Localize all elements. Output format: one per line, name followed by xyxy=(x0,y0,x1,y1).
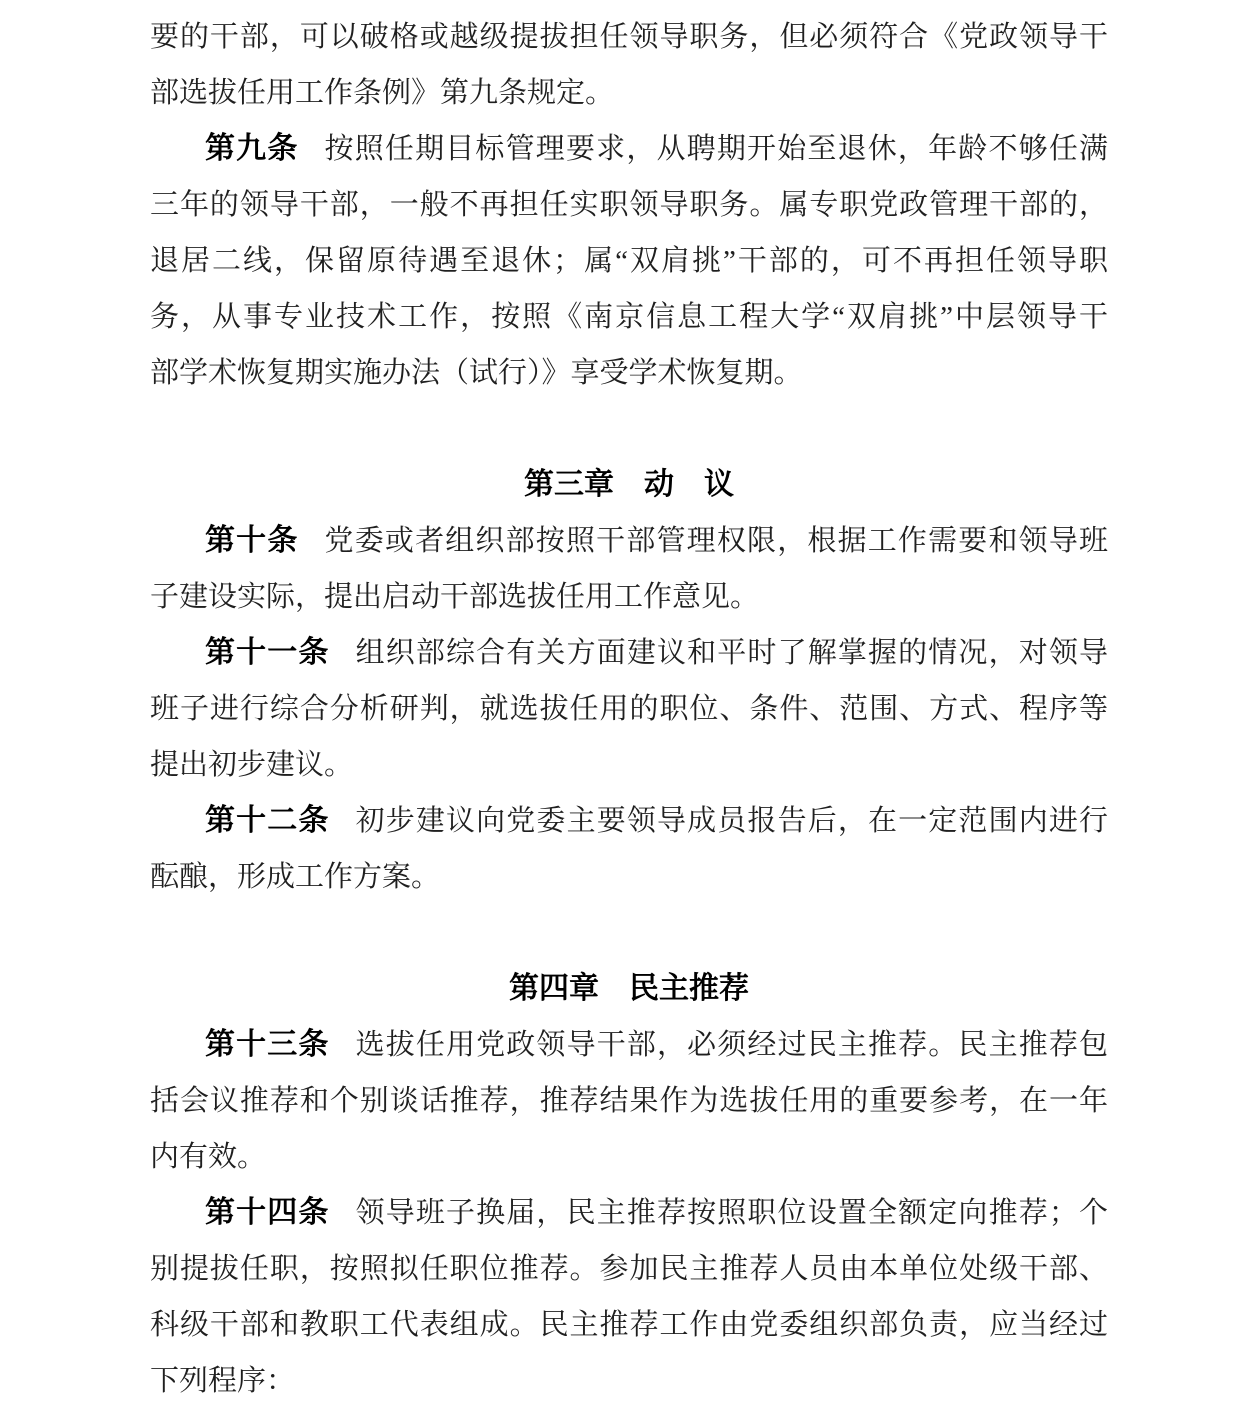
article-9-first-line xyxy=(150,121,1108,177)
article-9-text: 按照任期目标管理要求，从聘期开始至退休，年龄不够任满 xyxy=(324,133,1108,165)
article-14-number: 第十四条 xyxy=(205,1196,330,1229)
article-11-first-line xyxy=(150,625,1108,681)
chapter-4-heading: 第四章 民主推荐 xyxy=(509,972,749,1005)
article-12-text: 初步建议向党委主要领导成员报告后，在一定范围内进行 xyxy=(355,805,1108,837)
article-14-line: 别提拔任职，按照拟任职位推荐。参加民主推荐人员由本单位处级干部、 xyxy=(150,1253,1108,1285)
text-column xyxy=(150,0,1108,1409)
article-13-first-line xyxy=(150,1017,1108,1073)
article-10-last-line: 子建设实际，提出启动干部选拔任用工作意见。 xyxy=(150,581,760,613)
article-14-line: 科级干部和教职工代表组成。民主推荐工作由党委组织部负责，应当经过 xyxy=(150,1309,1108,1341)
article-12-number: 第十二条 xyxy=(205,804,330,837)
article-14-first-line xyxy=(150,1185,1108,1241)
article-11-number: 第十一条 xyxy=(205,636,330,669)
article-11-last-line: 提出初步建议。 xyxy=(150,749,354,781)
article-13-last-line: 内有效。 xyxy=(150,1141,267,1173)
article-13-line: 括会议推荐和个别谈话推荐，推荐结果作为选拔任用的重要参考，在一年 xyxy=(150,1085,1108,1117)
article-9-line: 退居二线，保留原待遇至退休；属“双肩挑”干部的，可不再担任领导职 xyxy=(150,245,1108,277)
article-12-last-line: 酝酿，形成工作方案。 xyxy=(150,861,441,893)
article-11-line: 班子进行综合分析研判，就选拔任用的职位、条件、范围、方式、程序等 xyxy=(150,693,1108,725)
article-9-line: 三年的领导干部，一般不再担任实职领导职务。属专职党政管理干部的， xyxy=(150,189,1108,221)
article-9-number: 第九条 xyxy=(205,132,299,165)
continuation-line: 要的干部，可以破格或越级提拔担任领导职务，但必须符合《党政领导干 xyxy=(150,21,1108,53)
article-10-first-line xyxy=(150,513,1108,569)
article-9-line: 务，从事专业技术工作，按照《南京信息工程大学“双肩挑”中层领导干 xyxy=(150,301,1108,333)
article-13-text: 选拔任用党政领导干部，必须经过民主推荐。民主推荐包 xyxy=(355,1029,1108,1061)
article-10-text: 党委或者组织部按照干部管理权限，根据工作需要和领导班 xyxy=(324,525,1108,557)
article-13-number: 第十三条 xyxy=(205,1028,330,1061)
article-14-text: 领导班子换届，民主推荐按照职位设置全额定向推荐；个 xyxy=(355,1197,1108,1229)
article-11-text: 组织部综合有关方面建议和平时了解掌握的情况，对领导 xyxy=(355,637,1108,669)
continuation-last-line: 部选拔任用工作条例》第九条规定。 xyxy=(150,77,615,109)
article-10-number: 第十条 xyxy=(205,524,299,557)
article-9-last-line: 部学术恢复期实施办法（试行）》享受学术恢复期。 xyxy=(150,357,803,389)
article-12-first-line xyxy=(150,793,1108,849)
chapter-3-heading: 第三章 动 议 xyxy=(524,468,734,501)
article-14-last-line: 下列程序： xyxy=(150,1365,296,1397)
